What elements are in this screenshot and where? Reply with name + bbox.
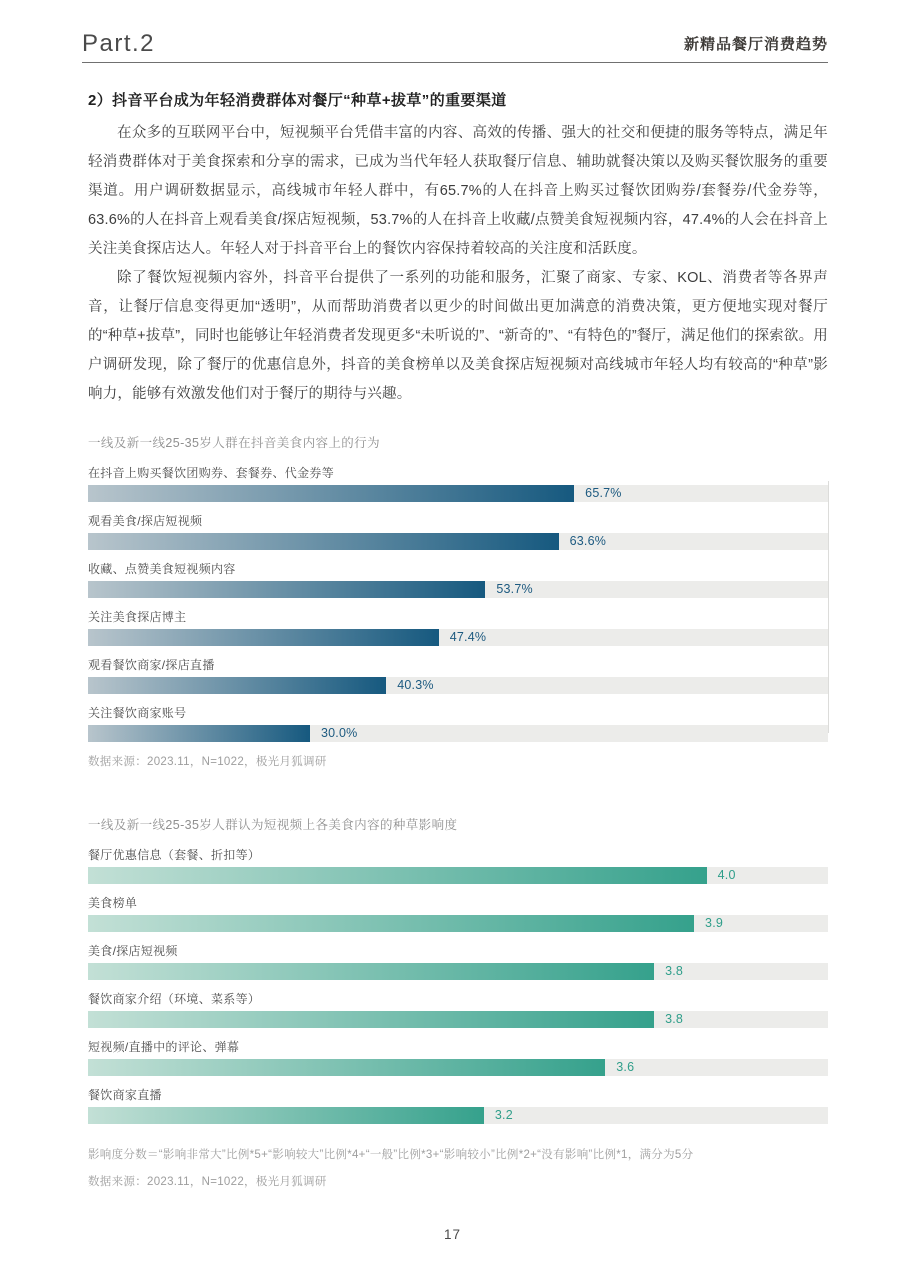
- bar-value-label: 3.6: [616, 1060, 635, 1074]
- bar-category-label: 餐饮商家介绍（环境、菜系等）: [88, 992, 261, 1006]
- page-header: [82, 32, 828, 56]
- bar-category-label: 关注餐饮商家账号: [88, 706, 187, 720]
- bar-row: [88, 1039, 828, 1076]
- bar-value-label: 4.0: [717, 868, 736, 882]
- bar-fill: [88, 1059, 605, 1076]
- bar-row: [88, 465, 828, 502]
- bar-category-label: 在抖音上购买餐饮团购券、套餐券、代金券等: [88, 466, 335, 480]
- header-rule: [82, 62, 828, 63]
- bar-row: [88, 609, 828, 646]
- bar-value-label: 65.7%: [585, 486, 622, 500]
- bar-row: [88, 1087, 828, 1124]
- page-footer: [0, 1227, 905, 1242]
- bar-track: [88, 677, 828, 694]
- bar-fill: [88, 915, 694, 932]
- bar-row: [88, 657, 828, 694]
- data-source-note: 数据来源：2023.11，N=1022，极光月狐调研: [88, 756, 327, 768]
- bar-fill: [88, 1107, 484, 1124]
- bar-track: [88, 867, 828, 884]
- chart-seeding-influence-score: [88, 815, 828, 1189]
- bar-value-label: 30.0%: [321, 726, 358, 740]
- bar-category-label: 短视频/直播中的评论、弹幕: [88, 1040, 240, 1054]
- bar-fill: [88, 963, 654, 980]
- bar-track: [88, 915, 828, 932]
- bar-row: [88, 705, 828, 742]
- bar-category-label: 关注美食探店博主: [88, 610, 187, 624]
- bar-fill: [88, 725, 310, 742]
- score-formula-footnote: 影响度分数＝“影响非常大”比例*5+“影响较大”比例*4+“一般”比例*3+“影响较小”比例*2+“没有影响”比例*1，满分为5分: [88, 1149, 694, 1161]
- bar-category-label: 观看美食/探店短视频: [88, 514, 203, 528]
- body-paragraph-1: 在众多的互联网平台中，短视频平台凭借丰富的内容、高效的传播、强大的社交和便捷的服务等特点，满足年轻消费群体对于美食探索和分享的需求，已成为当代年轻人获取餐厅信息、辅助就餐决策以及购买餐饮服务的重要渠道。用户调研数据显示，高线城市年轻人群中，有65.7%的人在抖音上购买过餐饮团购券/套餐券/代金券等，63.6%的人在抖音上观看美食/探店短视频，53.7%的人在抖音上收藏/点赞美食短视频内容，47.4%的人会在抖音上关注美食探店达人。年轻人对于抖音平台上的餐饮内容保持着较高的关注度和活跃度。: [88, 125, 828, 257]
- bar-row: [88, 847, 828, 884]
- bar-row: [88, 991, 828, 1028]
- bar-category-label: 美食/探店短视频: [88, 944, 178, 958]
- bar-row: [88, 895, 828, 932]
- bar-fill: [88, 629, 439, 646]
- bar-track: [88, 1011, 828, 1028]
- page-number: 17: [443, 1227, 462, 1242]
- bar-category-label: 餐厅优惠信息（套餐、折扣等）: [88, 848, 261, 862]
- bar-track: [88, 581, 828, 598]
- bar-track: [88, 629, 828, 646]
- bar-row: [88, 561, 828, 598]
- bar-value-label: 3.8: [665, 964, 684, 978]
- bar-value-label: 40.3%: [397, 678, 434, 692]
- body-paragraph-2: 除了餐饮短视频内容外，抖音平台提供了一系列的功能和服务，汇聚了商家、专家、KOL、消费者等各界声音，让餐厅信息变得更加“透明”，从而帮助消费者以更少的时间做出更加满意的消费决策，更方便地实现对餐厅的“种草+拔草”，同时也能够让年轻消费者发现更多“未听说的”、“新奇的”、“有特色的”餐厅，满足他们的探索欲。用户调研发现，除了餐厅的优惠信息外，抖音的美食榜单以及美食探店短视频对高线城市年轻人均有较高的“种草”影响力，能够有效激发他们对于餐厅的期待与兴趣。: [88, 270, 828, 402]
- bar-category-label: 美食榜单: [88, 896, 138, 910]
- bar-row: [88, 513, 828, 550]
- chart-title: 一线及新一线25-35岁人群在抖音美食内容上的行为: [88, 436, 380, 450]
- bar-category-label: 观看餐饮商家/探店直播: [88, 658, 215, 672]
- bar-fill: [88, 867, 707, 884]
- bar-rows: [88, 465, 828, 742]
- part-label: Part.2: [82, 30, 156, 57]
- bar-category-label: 收藏、点赞美食短视频内容: [88, 562, 236, 576]
- bar-value-label: 3.9: [705, 916, 724, 930]
- bar-value-label: 47.4%: [449, 630, 487, 644]
- bar-rows: [88, 847, 828, 1124]
- bar-value-label: 3.8: [665, 1012, 684, 1026]
- bar-fill: [88, 1011, 654, 1028]
- bar-value-label: 3.2: [494, 1108, 513, 1122]
- report-title: 新精品餐厅消费趋势: [683, 36, 828, 53]
- bar-fill: [88, 533, 559, 550]
- bar-track: [88, 1059, 828, 1076]
- bar-track: [88, 485, 828, 502]
- bar-track: [88, 1107, 828, 1124]
- bar-fill: [88, 581, 485, 598]
- bar-fill: [88, 677, 386, 694]
- page-content: [88, 89, 828, 1189]
- chart-douyin-food-behavior: [88, 433, 828, 769]
- data-source-note: 数据来源：2023.11，N=1022，极光月狐调研: [88, 1176, 327, 1188]
- bar-value-label: 63.6%: [569, 534, 607, 548]
- chart-title: 一线及新一线25-35岁人群认为短视频上各美食内容的种草影响度: [88, 818, 458, 832]
- bar-category-label: 餐饮商家直播: [88, 1088, 162, 1102]
- bar-track: [88, 963, 828, 980]
- section-title: 2）抖音平台成为年轻消费群体对餐厅“种草+拔草”的重要渠道: [88, 92, 507, 109]
- bar-track: [88, 533, 828, 550]
- bar-track: [88, 725, 828, 742]
- bar-value-label: 53.7%: [496, 582, 533, 596]
- bar-fill: [88, 485, 574, 502]
- bar-row: [88, 943, 828, 980]
